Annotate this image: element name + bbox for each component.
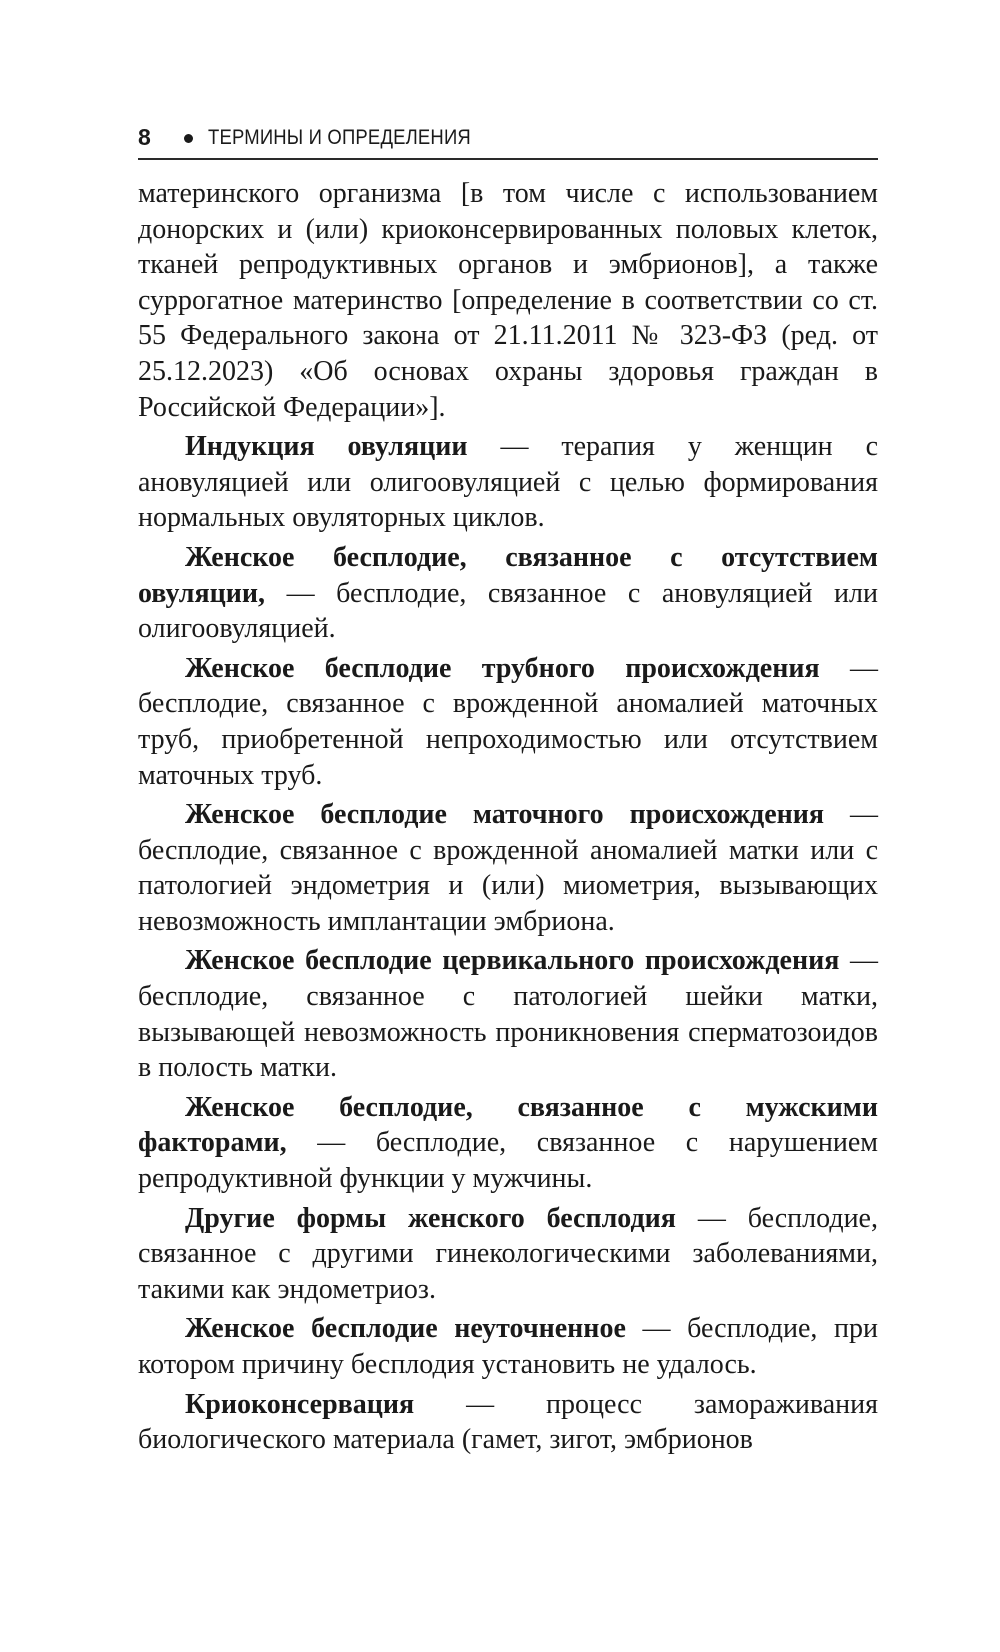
term: Криоконсервация [185,1388,415,1420]
continuation-text: материнского организма [в том числе с использованием донорских и (или) криоконсервированных половых клеток, тканей репродуктивных органов и эмбрионов], а также суррогатное материнство [определение в соответствии со ст. 55 Федерального закона от 21.11.2011 № 323-ФЗ (ред. от 25.12.2023) «Об основах охраны здоровья граждан в Российской Федерации»]. [138,178,878,423]
body-text [138,176,878,1458]
definition-entry-male-factor-infertility [138,1090,878,1197]
definition: — бесплодие, связанное с врожденной аномалией матки или с патологией эндометрия и (или) миометрия, вызывающих невозможность имплантации эмбриона. [138,799,879,937]
page-number: 8 [138,124,151,150]
running-header [138,122,878,160]
definition-entry-cryopreservation [138,1387,878,1458]
term: Женское бесплодие неуточненное [185,1313,626,1345]
definition: — бесплодие, связанное с другими гинекологическими заболеваниями, такими как эндометриоз. [138,1202,878,1305]
term: Другие формы женского бесплодия [185,1202,676,1234]
term: Индукция овуляции [185,431,468,463]
term: Женское бесплодие цервикального происхождения [185,945,840,977]
definition-entry-cervical-infertility [138,943,878,1085]
definition: — процесс замораживания биологического материала (гамет, зигот, эмбрионов [138,1388,878,1456]
definition: — бесплодие, связанное с врожденной аномалией маточных труб, приобретенной непроходимостью или отсутствием маточных труб. [138,652,878,791]
term: Женское бесплодие трубного происхождения [185,652,820,684]
definition: — бесплодие, связанное с нарушением репродуктивной функции у мужчины. [138,1127,878,1195]
definition-entry-ovulation-induction [138,429,878,536]
definition-entry-other-infertility [138,1201,878,1308]
term: Женское бесплодие, связанное с отсутствием овуляции, [138,541,878,609]
definition-entry-uterine-infertility [138,797,878,939]
definition: — бесплодие, при котором причину бесплодия установить не удалось. [138,1313,878,1380]
definition-entry-tubal-infertility [138,651,878,793]
continuation-paragraph [138,176,878,425]
definition: — бесплодие, связанное с патологией шейки матки, вызывающей невозможность проникновения сперматозоидов в полость матки. [138,945,879,1084]
definition-entry-anovulatory-infertility [138,540,878,647]
section-title: ТЕРМИНЫ И ОПРЕДЕЛЕНИЯ [208,126,471,149]
definition-entry-unspecified-infertility [138,1311,878,1382]
term: Женское бесплодие маточного происхождения [185,799,825,831]
bullet-icon [184,134,193,143]
definition: — терапия у женщин с ановуляцией или олигоовуляцией с целью формирования нормальных овуляторных циклов. [138,431,878,534]
term: Женское бесплодие, связанное с мужскими факторами, [138,1091,878,1159]
definition: — бесплодие, связанное с ановуляцией или олигоовуляцией. [138,577,878,645]
